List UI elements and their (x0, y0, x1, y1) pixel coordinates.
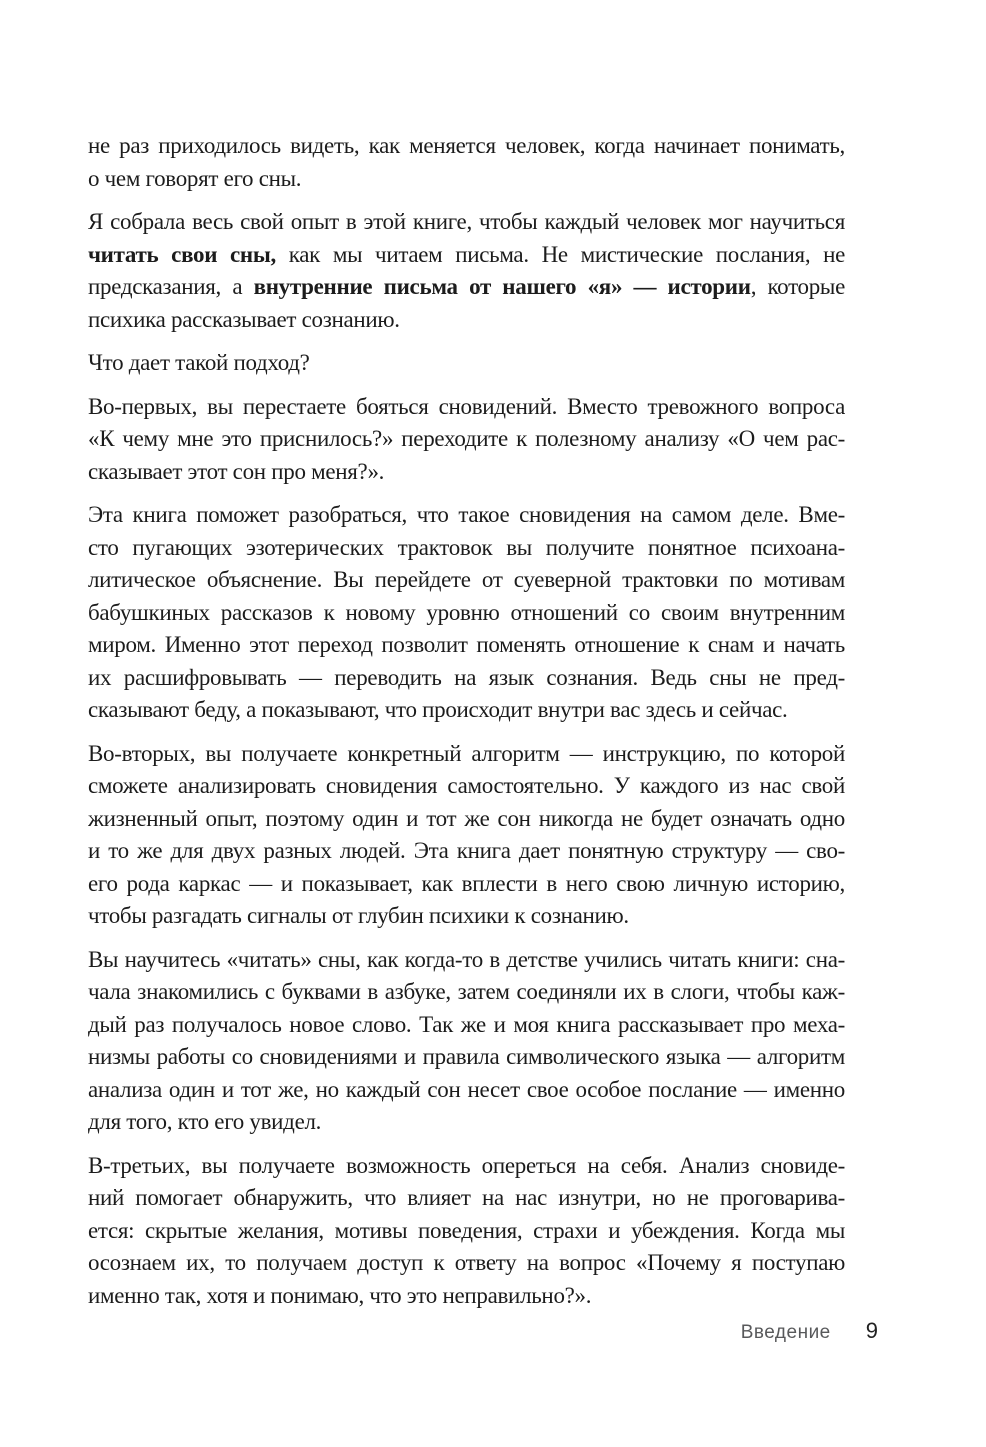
text-line (88, 1041, 845, 1074)
text-line (88, 347, 845, 380)
text-run: осознаем их, то получаем доступ к ответу на вопрос «Почему я поступаю (88, 1250, 845, 1275)
text-line (88, 770, 845, 803)
text-block (88, 130, 845, 1312)
text-run: Эта книга поможет разобраться, что такое сновидения на самом деле. Вме- (88, 502, 845, 527)
text-run: как мы читаем письма. Не мистические послания, не (275, 241, 845, 267)
text-line (88, 662, 845, 695)
text-line (88, 564, 845, 597)
text-run: Что дает такой подход? (88, 350, 310, 375)
paragraph (88, 944, 845, 1139)
text-line (88, 1150, 845, 1183)
text-run: жизненный опыт, поэтому один и тот же сон никогда не будет означать одно (88, 805, 845, 831)
text-line (88, 532, 845, 565)
paragraph (88, 499, 845, 727)
text-run: предсказания, а (88, 274, 254, 299)
text-line (88, 456, 845, 489)
text-run: чала знакомились с буквами в азбуке, затем соединяли их в слоги, чтобы каж- (88, 979, 845, 1004)
text-line (88, 976, 845, 1009)
text-line (88, 1280, 845, 1313)
footer-chapter-label: Введение (740, 1322, 831, 1343)
text-run: Я собрала весь свой опыт в этой книге, чтобы каждый человек мог научиться (88, 209, 845, 234)
text-line (88, 1215, 845, 1248)
text-run: анализа один и тот же, но каждый сон несет свое особое послание — именно (88, 1076, 845, 1102)
text-line (88, 944, 845, 977)
text-run: психика рассказывает сознанию. (88, 306, 400, 332)
paragraph (88, 738, 845, 933)
text-run: Во-вторых, вы получаете конкретный алгоритм — инструкцию, по которой (88, 740, 845, 766)
text-run: дый раз получалось новое слово. Так же и моя книга рассказывает про меха- (88, 1011, 845, 1037)
text-run: сто пугающих эзотерических трактовок вы получите понятное психоана- (88, 534, 845, 560)
text-line (88, 423, 845, 456)
text-run: сказывают беду, а показывают, что происходит внутри вас здесь и сейчас. (88, 697, 788, 722)
text-line (88, 738, 845, 771)
page-footer (0, 1318, 878, 1344)
text-run: не раз приходилось видеть, как меняется человек, когда начинает понимать, (88, 133, 845, 158)
text-line (88, 1074, 845, 1107)
text-run-bold: внутренние письма от нашего «я» — истории (253, 274, 751, 299)
text-run: о чем говорят его сны. (88, 165, 302, 191)
text-line (88, 868, 845, 901)
paragraph (88, 1150, 845, 1313)
text-run-bold: читать свои сны, (88, 241, 276, 267)
text-line (88, 803, 845, 836)
text-line (88, 1106, 845, 1139)
text-run: бабушкиных рассказов к новому уровню отношений со своим внутренним (88, 599, 845, 625)
text-run: и то же для двух разных людей. Эта книга дает понятную структуру — сво- (88, 838, 845, 863)
text-line (88, 1182, 845, 1215)
text-line (88, 130, 845, 163)
text-run: ется: скрытые желания, мотивы поведения, страхи и убеждения. Когда мы (88, 1217, 845, 1243)
text-run: литическое объяснение. Вы перейдете от суеверной трактовки по мотивам (88, 567, 845, 592)
text-run: чтобы разгадать сигналы от глубин психики к сознанию. (88, 903, 629, 928)
text-line (88, 239, 845, 272)
text-run: миром. Именно этот переход позволит поменять отношение к снам и начать (88, 632, 845, 657)
footer-page-number: 9 (865, 1318, 878, 1343)
text-run: Вы научитесь «читать» сны, как когда-то в детстве учились читать книги: сна- (88, 946, 845, 972)
text-line (88, 1009, 845, 1042)
text-line (88, 391, 845, 424)
text-run: низмы работы со сновидениями и правила символического языка — алгоритм (88, 1044, 845, 1069)
text-line (88, 1247, 845, 1280)
text-line (88, 163, 845, 196)
text-line (88, 499, 845, 532)
text-run: сможете анализировать сновидения самостоятельно. У каждого из нас свой (88, 773, 845, 798)
text-run: «К чему мне это приснилось?» переходите к полезному анализу «О чем рас- (88, 426, 845, 451)
text-run: Во-первых, вы перестаете бояться сновидений. Вместо тревожного вопроса (88, 393, 845, 419)
text-run: , которые (750, 274, 845, 299)
text-line (88, 694, 845, 727)
text-run: ний помогает обнаружить, что влияет на нас изнутри, но не проговарива- (88, 1185, 845, 1210)
text-run: его рода каркас — и показывает, как вплести в него свою личную историю, (88, 870, 845, 896)
text-run: для того, кто его увидел. (88, 1109, 322, 1134)
text-line (88, 206, 845, 239)
paragraph (88, 391, 845, 489)
text-line (88, 271, 845, 304)
text-line (88, 900, 845, 933)
text-line (88, 597, 845, 630)
text-line (88, 629, 845, 662)
text-line (88, 304, 845, 337)
text-run: В-третьих, вы получаете возможность опереться на себя. Анализ сновиде- (88, 1152, 845, 1178)
text-run: сказывает этот сон про меня?». (88, 458, 385, 484)
paragraph (88, 206, 845, 336)
text-run: именно так, хотя и понимаю, что это неправильно?». (88, 1282, 592, 1308)
paragraph (88, 347, 845, 380)
text-line (88, 835, 845, 868)
text-run: их расшифровывать — переводить на язык сознания. Ведь сны не пред- (88, 664, 845, 690)
paragraph (88, 130, 845, 195)
